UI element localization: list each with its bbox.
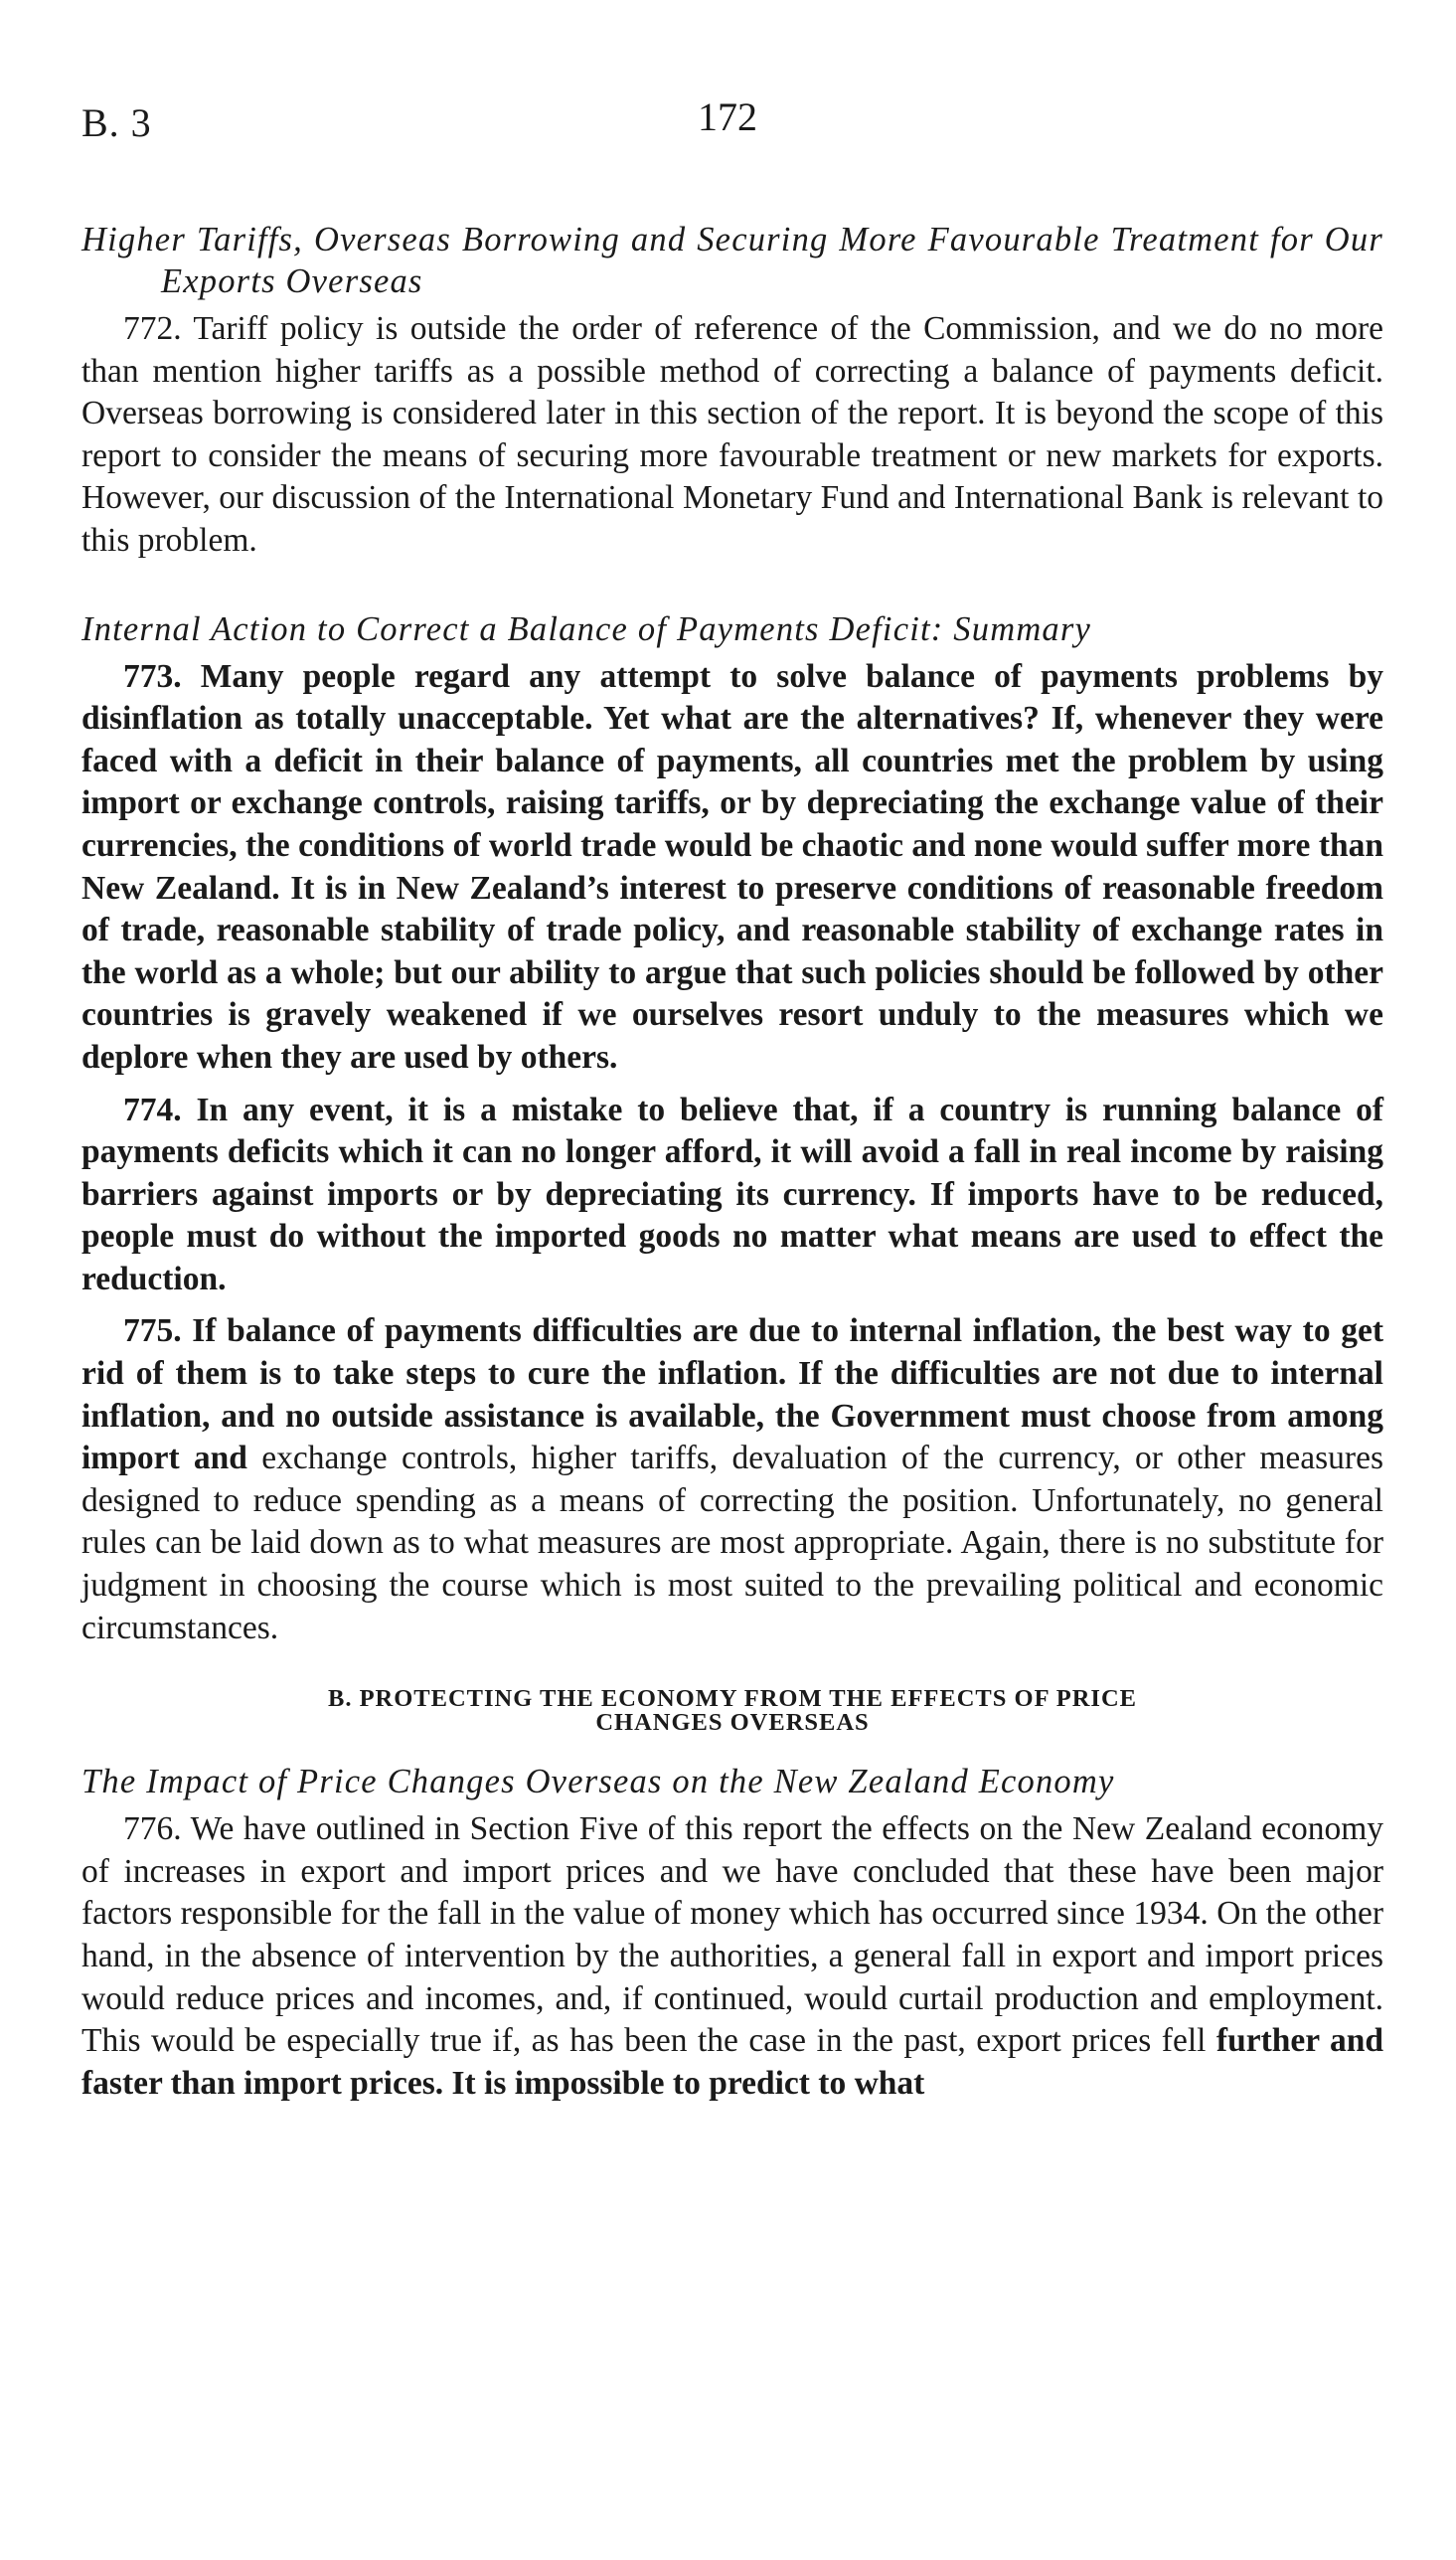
section-b-heading-line1: B. PROTECTING THE ECONOMY FROM THE EFFECTS OF PRICE [328,1685,1137,1713]
paragraph-774: 774. In any event, it is a mistake to believe that, if a country is running balance of payments deficits which it can no longer afford, it will avoid a fall in real income by raising barriers against imports or by depreciating its currency. If imports have to be reduced, people must do without the imported goods no matter what means are used to effect the reduction. [81,1091,1383,1297]
paragraph-775-bold: 775. If balance of payments difficulties are due to internal inflation, the best way to get rid of them is to take steps to cure the inflation. If the difficulties are not due to internal inflation, and no outside assistance is available, the Government must choose from among import and [81,1312,1383,1477]
paragraph-775-rest: exchange controls, higher tariffs, devaluation of the currency, or other measures designed to reduce spending as a means of correcting the position. Unfortunately, no general rules can be laid down as to what measures are most appropriate. Again, there is no substitute for judgment in choosing the course which is most suited to the prevailing political and economic circumstances. [81,1440,1383,1646]
paragraph-776-normal: 776. We have outlined in Section Five of this report the effects on the New Zealand economy of increases in export and import prices and we have concluded that these have been major factors responsible for the fall in the value of money which has occurred since 1934. On the other hand, in the absence of intervention by the authorities, a general fall in export and import prices would reduce prices and incomes, and, if continued, would curtail production and employment. This would be especially true if, as has been the case in the past, export prices fell [81,1810,1383,2060]
paragraph-775 [81,1310,1383,1649]
paragraph-772: 772. Tariff policy is outside the order of reference of the Commission, and we do no more than mention higher tariffs as a possible method of correcting a balance of payments deficit. Overseas borrowing is considered later in this section of the report. It is beyond the scope of this report to consider the means of securing more favourable treatment or new markets for exports. However, our discussion of the International Monetary Fund and International Bank is relevant to this problem. [81,310,1383,559]
heading-higher-tariffs: Higher Tariffs, Overseas Borrowing and Securing More Favourable Treatment for Our Exports Overseas [81,221,1383,300]
page-header [81,94,1383,169]
heading-internal-action: Internal Action to Correct a Balance of Payments Deficit: Summary [81,609,1092,648]
paragraph-773: 773. Many people regard any attempt to solve balance of payments problems by disinflation as totally unacceptable. Yet what are the alternatives? If, whenever they were faced with a deficit in their balance of payments, all countries met the problem by using import or exchange controls, raising tariffs, or by depreciating the exchange value of their currencies, the conditions of world trade would be chaotic and none would suffer more than New Zealand. It is in New Zealand’s interest to preserve conditions of reasonable freedom of trade, reasonable stability of trade policy, and reasonable stability of exchange rates in the world as a whole; but our ability to argue that such policies should be followed by other countries is gravely weakened if we ourselves resort unduly to the measures which we deplore when they are used by others. [81,657,1383,1076]
heading-impact-price-changes: The Impact of Price Changes Overseas on the New Zealand Economy [81,1763,1115,1801]
section-b-heading-line2: CHANGES OVERSEAS [595,1709,870,1737]
paragraph-776 [81,1808,1383,2105]
section-b-heading [81,1687,1383,1735]
document-page [81,94,1383,2105]
document-code: B. 3 [81,100,152,145]
page-number: 172 [698,94,757,139]
paragraph-776-bold: further and faster than import prices. It is impossible to predict to what [81,2022,1383,2102]
